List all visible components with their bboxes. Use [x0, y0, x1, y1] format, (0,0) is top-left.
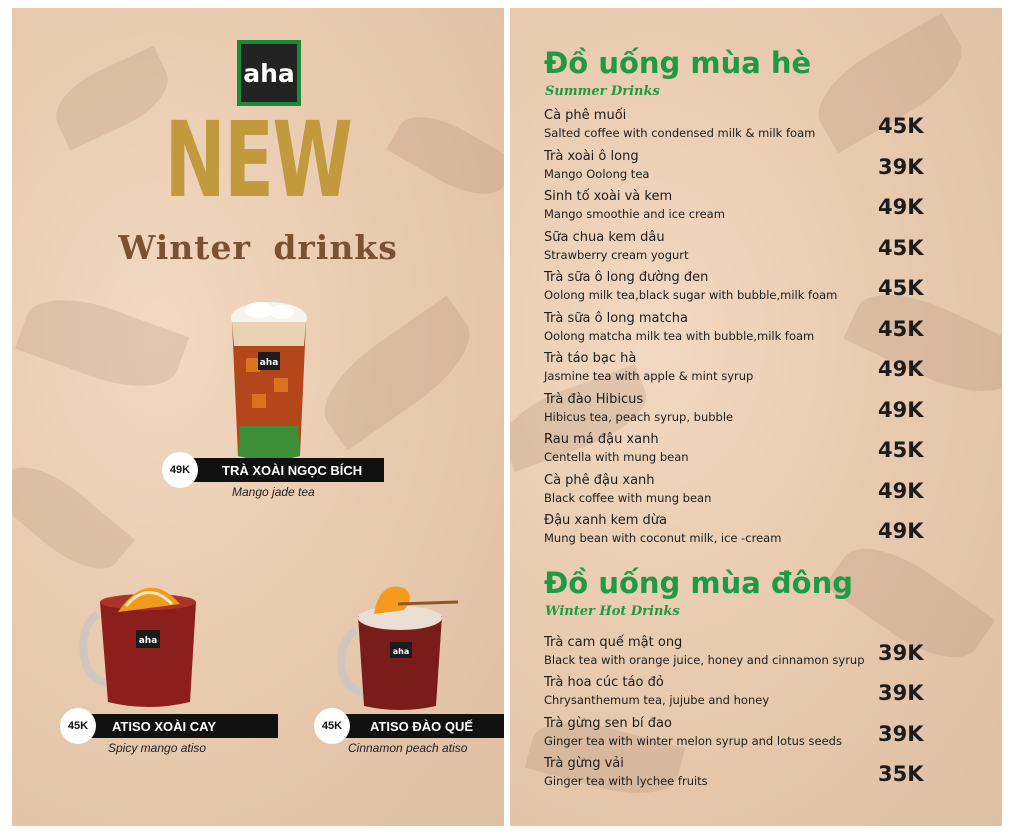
- cup-logo-text: aha: [392, 647, 410, 656]
- menu-item: [544, 432, 936, 472]
- menu-item-price: 39K: [878, 155, 924, 179]
- summer-section-subtitle: Summer Drinks: [545, 84, 660, 99]
- price-badge: 45K: [60, 708, 96, 744]
- price-badge: 45K: [314, 708, 350, 744]
- menu-item-price: 49K: [878, 398, 924, 422]
- menu-item: [544, 351, 936, 391]
- menu-item-desc: Centella with mung bean: [544, 450, 689, 464]
- menu-item-name: Cà phê đậu xanh: [544, 473, 655, 488]
- menu-item-name: Trà táo bạc hà: [544, 351, 637, 366]
- menu-item-desc: Salted coffee with condensed milk & milk foam: [544, 126, 816, 140]
- headline-winter-drinks: Winter drinks: [118, 228, 398, 267]
- menu-item-name: Trà gừng vải: [544, 756, 624, 771]
- cup-logo-text: aha: [138, 636, 158, 646]
- menu-item-name: Trà đào Hibicus: [544, 392, 644, 407]
- menu-item-price: 49K: [878, 195, 924, 219]
- product-tag-mango-jade-tea: [184, 458, 384, 482]
- menu-item-name: Sinh tố xoài và kem: [544, 189, 673, 204]
- menu-item-desc: Oolong matcha milk tea with bubble,milk foam: [544, 329, 815, 343]
- left-page: [12, 8, 504, 826]
- mango-jade-tea-image: [224, 298, 314, 468]
- menu-item: [544, 675, 936, 715]
- menu-item-name: Trà gừng sen bí đao: [544, 716, 672, 731]
- menu-item: [544, 311, 936, 351]
- menu-item-desc: Jasmine tea with apple & mint syrup: [544, 369, 754, 383]
- menu-item-desc: Ginger tea with lychee fruits: [544, 774, 708, 788]
- aha-logo-text: aha: [241, 44, 297, 102]
- menu-item-price: 39K: [878, 722, 924, 746]
- aha-logo: [237, 40, 301, 106]
- menu-item-price: 39K: [878, 681, 924, 705]
- menu-item: [544, 270, 936, 310]
- menu-item-name: Cà phê muối: [544, 108, 627, 123]
- right-page: [510, 8, 1002, 826]
- headline-new: NEW: [164, 99, 352, 221]
- product-name: TRÀ XOÀI NGỌC BÍCH: [222, 462, 363, 478]
- menu-item-desc: Strawberry cream yogurt: [544, 248, 689, 262]
- menu-item-name: Trà xoài ô long: [544, 149, 639, 164]
- menu-item-price: 49K: [878, 357, 924, 381]
- menu-item: [544, 635, 936, 675]
- spicy-mango-atiso-image: [78, 574, 208, 714]
- menu-item-price: 49K: [878, 519, 924, 543]
- menu-item-price: 45K: [878, 317, 924, 341]
- menu-item-desc: Black coffee with mung bean: [544, 491, 712, 505]
- winter-section-subtitle: Winter Hot Drinks: [545, 604, 680, 619]
- leaf-shadow: [12, 450, 135, 586]
- menu-item: [544, 108, 936, 148]
- menu-item: [544, 716, 936, 756]
- menu-item-desc: Mango Oolong tea: [544, 167, 650, 181]
- menu-item-desc: Ginger tea with winter melon syrup and lotus seeds: [544, 734, 842, 748]
- menu-item-name: Trà sữa ô long đường đen: [544, 270, 709, 285]
- menu-item: [544, 756, 936, 796]
- menu-item-desc: Chrysanthemum tea, jujube and honey: [544, 693, 770, 707]
- price-badge: 49K: [162, 452, 198, 488]
- leaf-shadow: [307, 296, 486, 451]
- menu-item-price: 39K: [878, 641, 924, 665]
- menu-item: [544, 230, 936, 270]
- menu-item: [544, 149, 936, 189]
- product-subtitle: Mango jade tea: [232, 485, 315, 499]
- menu-item: [544, 513, 936, 553]
- menu-item-price: 45K: [878, 438, 924, 462]
- menu-item: [544, 189, 936, 229]
- menu-item-price: 45K: [878, 236, 924, 260]
- leaf-shadow: [15, 283, 189, 404]
- menu-item-price: 45K: [878, 114, 924, 138]
- product-tag-cinnamon-peach-atiso: [332, 714, 504, 738]
- cinnamon-peach-atiso-image: [334, 574, 464, 714]
- product-subtitle: Cinnamon peach atiso: [348, 741, 468, 755]
- menu-item-name: Sữa chua kem dâu: [544, 230, 665, 245]
- winter-section-title: Đồ uống mùa đông: [544, 566, 854, 600]
- product-name: ATISO XOÀI CAY: [112, 718, 217, 734]
- summer-section-title: Đồ uống mùa hè: [544, 46, 812, 80]
- menu-item-desc: Mango smoothie and ice cream: [544, 207, 725, 221]
- product-name: ATISO ĐÀO QUẾ: [370, 718, 474, 734]
- product-tag-spicy-mango-atiso: [74, 714, 278, 738]
- menu-item-name: Trà hoa cúc táo đỏ: [544, 675, 664, 690]
- product-subtitle: Spicy mango atiso: [108, 741, 207, 755]
- menu-item-price: 49K: [878, 479, 924, 503]
- menu-item: [544, 392, 936, 432]
- cup-logo-text: aha: [259, 358, 279, 368]
- menu-item: [544, 473, 936, 513]
- menu-item-desc: Hibicus tea, peach syrup, bubble: [544, 410, 734, 424]
- menu-item-name: Đậu xanh kem dừa: [544, 513, 667, 528]
- menu-item-desc: Black tea with orange juice, honey and cinnamon syrup: [544, 653, 865, 667]
- menu-item-name: Trà sữa ô long matcha: [544, 311, 688, 326]
- menu-item-desc: Mung bean with coconut milk, ice -cream: [544, 531, 782, 545]
- menu-item-price: 35K: [878, 762, 924, 786]
- menu-item-desc: Oolong milk tea,black sugar with bubble,milk foam: [544, 288, 838, 302]
- menu-item-price: 45K: [878, 276, 924, 300]
- menu-item-name: Trà cam quế mật ong: [544, 635, 683, 650]
- menu-item-name: Rau má đậu xanh: [544, 432, 659, 447]
